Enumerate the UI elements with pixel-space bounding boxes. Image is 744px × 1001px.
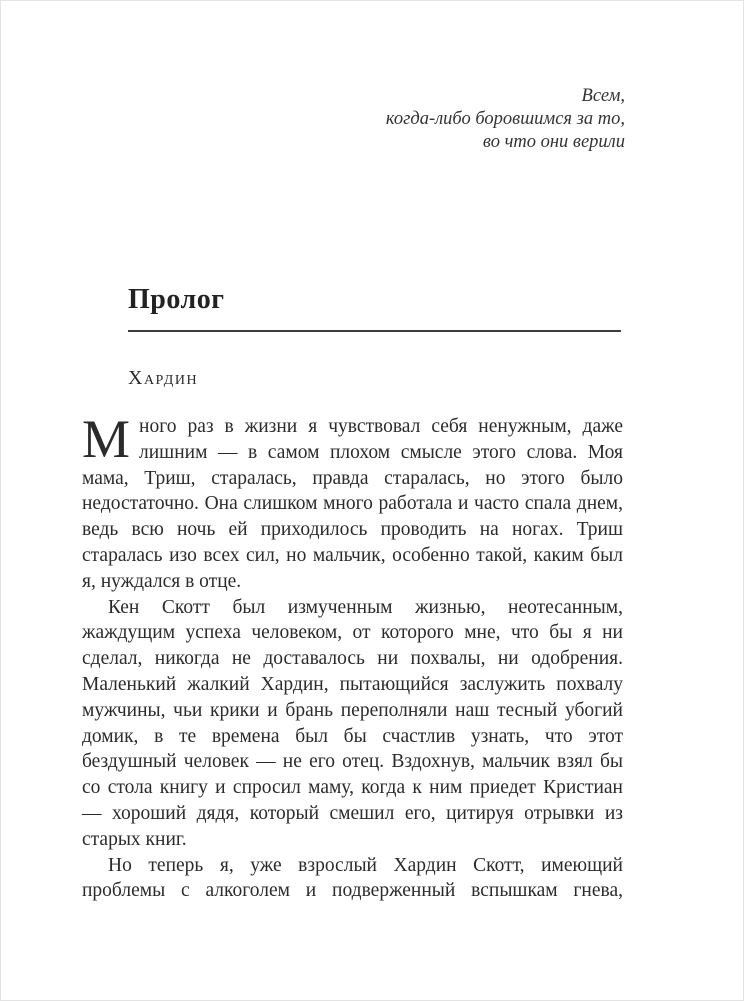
chapter-title: Пролог	[128, 284, 225, 315]
dedication	[386, 85, 625, 154]
paragraph: Но теперь я, уже взрослый Хардин Скотт, имеющий проблемы с алкоголем и подверженный вспышкам гнева,	[82, 854, 623, 902]
dedication-line: во что они верили	[482, 132, 625, 152]
drop-cap: М	[82, 409, 131, 469]
dedication-line: когда-либо боровшимся за то,	[385, 109, 625, 129]
paragraph: Кен Скотт был измученным жизнью, неотесанным, жаждущим успеха человеком, от которого мне, что бы я ни сделал, никогда не доставалось ни похвалы, ни одобрения. Маленький жалкий Хардин, пытающийся заслужить похвалу мужчины, чьи крики и брань переполняли наш тесный убогий домик, в те времена был бы счастлив узнать, что этот бездушный человек — не его отец. Вздохнув, мальчик взял бы со стола книгу и спросил маму, когда к ним приедет Кристиан — хороший дядя, который смешил его, цитируя отрывки из старых книг.	[82, 596, 623, 850]
dedication-line: Всем,	[581, 86, 625, 106]
section-heading: Хардин	[128, 367, 199, 389]
paragraph	[82, 409, 623, 595]
title-rule	[128, 330, 621, 332]
body-text	[82, 409, 623, 904]
paragraph-text: ного раз в жизни я чувствовал себя ненужным, даже лишним — в самом плохом смысле этого слова. Моя мама, Триш, старалась, правда старалась, но этого было недостаточно. Она слишком много работала и часто спала днем, ведь всю ночь ей приходилось проводить на ногах. Триш старалась изо всех сил, но мальчик, особенно такой, каким был я, нуждался в отце.	[82, 416, 623, 592]
